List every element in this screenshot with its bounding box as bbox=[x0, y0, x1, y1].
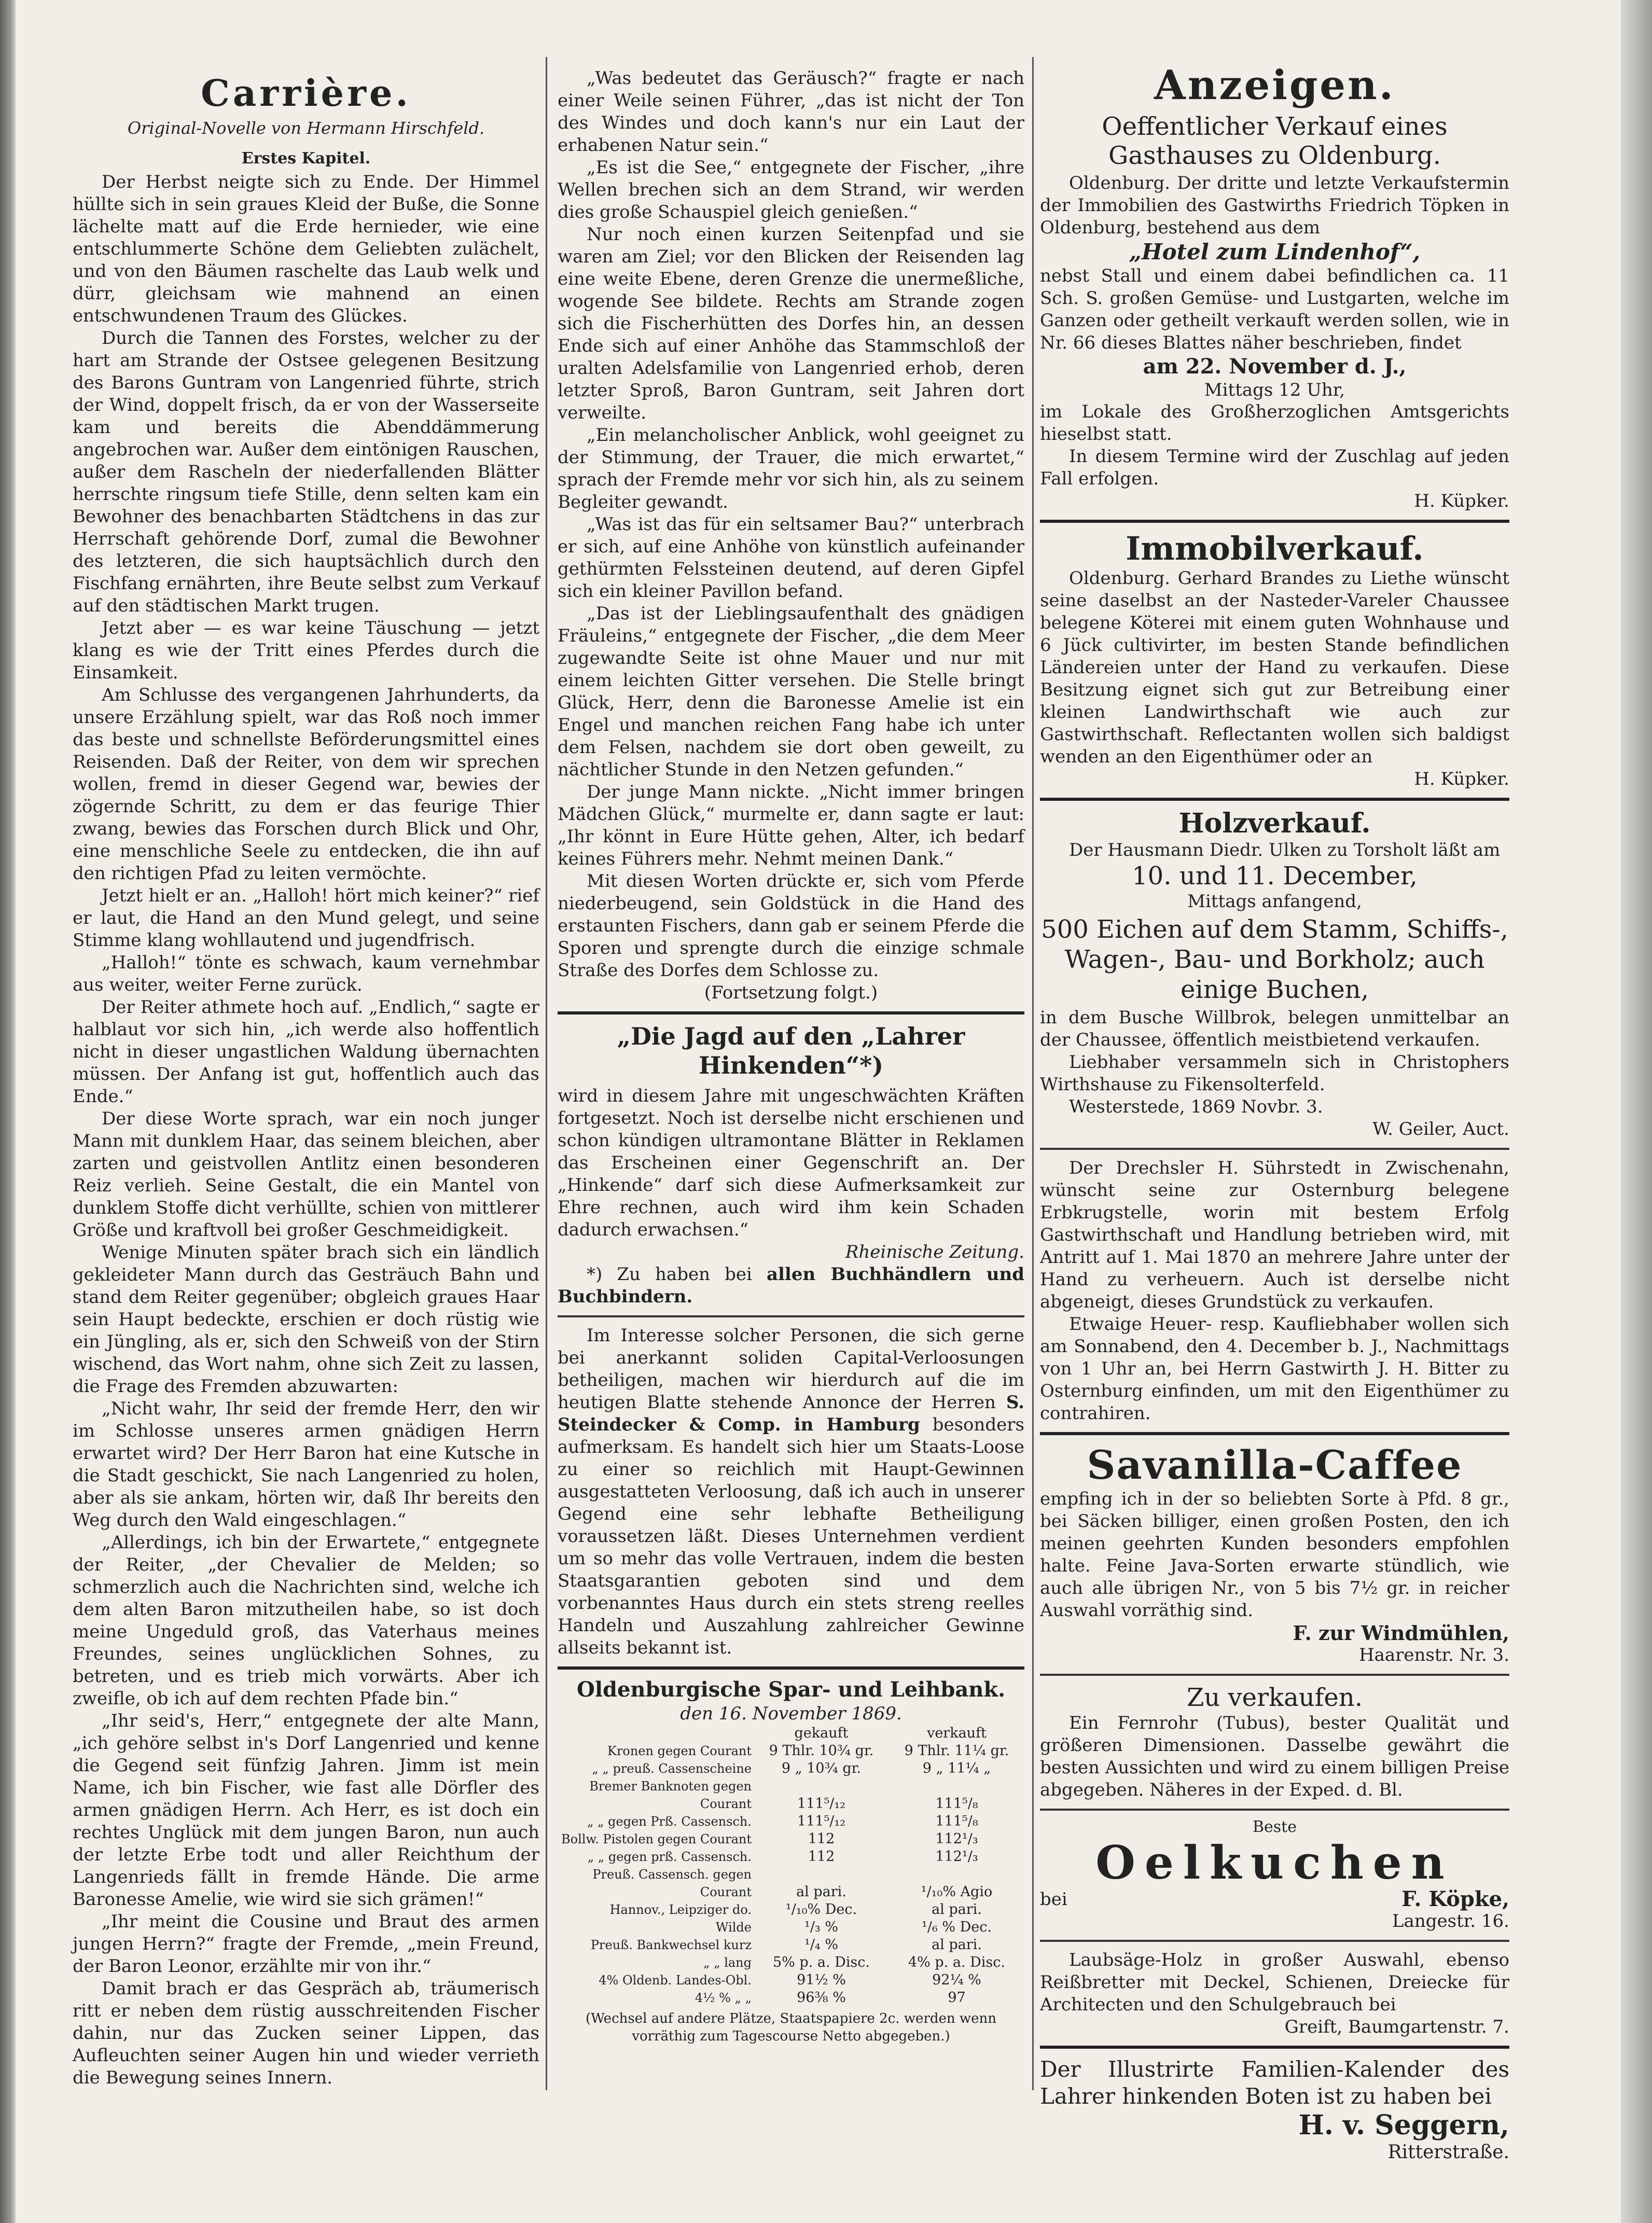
header-blank bbox=[558, 1725, 754, 1742]
row-label: Bremer Banknoten gegen Courant bbox=[589, 1779, 752, 1811]
divider bbox=[558, 1666, 1024, 1670]
footnote-prefix: *) Zu haben bei bbox=[587, 1264, 767, 1285]
kalender-text: Der Illustrirte Familien-Kalender des Lahrer hinkenden Boten ist zu haben bei bbox=[1040, 2057, 1509, 2109]
header-buy: gekauft bbox=[794, 1725, 849, 1741]
row-sell: ¹/₆ % Dec. bbox=[922, 1919, 992, 1935]
paragraph: „Ihr meint die Cousine und Braut des armen jungen Herrn?“ fragte der Fremde, „mein Freund, der Baron Leonor, erzählte mir von ihr.“ bbox=[73, 1911, 539, 1977]
row-label: „ „ gegen prß. Cassensch. bbox=[587, 1850, 752, 1864]
divider bbox=[1040, 1809, 1509, 1811]
continued-note: (Fortsetzung folgt.) bbox=[704, 982, 878, 1003]
caffee-text: empfing ich in der so beliebten Sorte à Pfd. 8 gr., bei Säcken billiger, einen großen Posten, den ich meinen geehrten Kunden besonders empfohlen halte. Feine Java-Sorten erwarte stündlich, wie auch alle übrigen Nr., von 5 bis 7½ gr. in reicher Auswahl vorräthig sind. bbox=[1040, 1489, 1509, 1621]
row-sell: 9 „ 11¼ „ bbox=[922, 1760, 991, 1776]
drechsler-text2: Etwaige Heuer- resp. Kaufliebhaber wollen sich am Sonnabend, den 4. December b. J., Nachmittags von 1 Uhr an, bei Herrn Gastwirth J. H. Bitter zu Osternburg einfinden, um mit den Eigenthümer zu contrahiren. bbox=[1040, 1314, 1509, 1424]
jagd-source: Rheinische Zeitung. bbox=[845, 1242, 1024, 1262]
row-buy: ¹/₃ % bbox=[804, 1919, 838, 1935]
holz-place: Westerstede, 1869 Novbr. 3. bbox=[1069, 1096, 1323, 1117]
gasthaus-signature: H. Küpker. bbox=[1414, 491, 1509, 511]
paragraph: Durch die Tannen des Forstes, welcher zu der hart am Strande der Ostsee gelegenen Besitzung des Barons Guntram von Langenried führte, strich der Wind, doppelt frisch, da er von der Wasserseite kam und bereits die Abenddämmerung angebrochen war. Außer dem eintönigen Rauschen, außer dem Rascheln der niederfallenden Blätter herrschte ringsum tiefe Stille, denn selten kam ein Bewohner des benachbarten Städtchens in das zur Herrschaft gehörende Dorf, zumal die Bewohner des letzteren, die sich hauptsächlich durch den Fischfang ernährten, ihre Beute selbst zum Verkauf auf den städtischen Markt trugen. bbox=[73, 328, 539, 616]
paragraph: Nur noch einen kurzen Seitenpfad und sie waren am Ziel; vor den Blicken der Reisenden lag eine weite Ebene, deren Grenze die unermeßliche, wogende See bildete. Rechts am Strande zogen sich die Fischerhütten des Dorfes hin, an dessen Ende sich auf einer Anhöhe das Stammschloß der uralten Adelsfamilie von Langenried erhob, deren letzter Sproß, Baron Guntram, seit Jahren dort verweilte. bbox=[558, 224, 1024, 423]
lottery-firm: S. Steindecker & Comp. in Hamburg bbox=[558, 1392, 1024, 1435]
table-row bbox=[558, 1866, 1024, 1901]
row-buy: 112 bbox=[808, 1831, 835, 1847]
gasthaus-date: am 22. November d. J., bbox=[1143, 354, 1407, 379]
oelkuchen-footer bbox=[1040, 1888, 1509, 1910]
caffee-address: Haarenstr. Nr. 3. bbox=[1358, 1645, 1509, 1665]
paragraph: „Das ist der Lieblingsaufenthalt des gnädigen Fräuleins,“ entgegnete der Fischer, „die dem Meer zugewandte Seite ist ohne Mauer und nur mit einem leichten Gitter versehen. Die Stelle bringt Glück, Herr, denn die Baronesse Amelie ist ein Engel und manchen reichen Fang habe ich unter dem Felsen, nachdem sie dort oben geweilt, zu nächtlicher Stunde in den Netzen gefunden.“ bbox=[558, 603, 1024, 780]
oelkuchen-bei: bei bbox=[1040, 1889, 1067, 1910]
row-buy: 111⁵/₁₂ bbox=[797, 1796, 846, 1812]
bank-date: den 16. November 1869. bbox=[680, 1703, 902, 1724]
lottery-text-pre: Im Interesse solcher Personen, die sich gerne bei anerkannt soliden Capital-Verloosungen betheiligen, machen wir hierdurch auf die im heutigen Blatte stehende Annonce der Herren bbox=[558, 1325, 1024, 1413]
gasthaus-text2: nebst Stall und einem dabei befindlichen ca. 11 Sch. S. großen Gemüse- und Lustgarten, welche im Ganzen oder getheilt verkauft werden sollen, wie in Nr. 66 dieses Blattes näher beschrieben, findet bbox=[1040, 266, 1509, 353]
row-sell: al pari. bbox=[932, 1937, 982, 1953]
row-label: Hannov., Leipziger do. bbox=[609, 1902, 752, 1917]
novel-text bbox=[73, 171, 539, 2089]
oelkuchen-title: Oelkuchen bbox=[1095, 1836, 1454, 1889]
column-1 bbox=[73, 0, 539, 2223]
row-sell: 111⁵/₈ bbox=[935, 1796, 978, 1812]
novel-byline: Original-Novelle von Hermann Hirschfeld. bbox=[127, 118, 485, 138]
paragraph: „Ein melancholischer Anblick, wohl geeignet zu der Stimmung, der Trauer, die mich erwartet,“ sprach der Fremde mehr vor sich hin, als zu seinem Begleiter gewandt. bbox=[558, 425, 1024, 512]
gasthaus-text1: Oldenburg. Der dritte und letzte Verkaufstermin der Immobilien des Gastwirths Friedrich Töpken in Oldenburg, bestehend aus dem bbox=[1040, 173, 1509, 238]
paragraph: Der Herbst neigte sich zu Ende. Der Himmel hüllte sich in sein graues Kleid der Buße, die Sonne lächelte matt auf die Erde hernieder, wie eine entschlummerte Schöne dem Geliebten zulächelt, und von den Bäumen raschelte das Laub welk und dürr, gleichsam wie mahnend an einen entschwundenen Traum des Glückes. bbox=[73, 172, 539, 326]
row-buy: al pari. bbox=[796, 1884, 846, 1900]
table-row bbox=[558, 1742, 1024, 1760]
row-sell: 92¼ % bbox=[932, 1972, 981, 1988]
caffee-signature: F. zur Windmühlen, bbox=[1293, 1621, 1509, 1645]
holz-title: Holzverkauf. bbox=[1178, 808, 1371, 839]
table-row bbox=[558, 1936, 1024, 1954]
table-row bbox=[558, 1901, 1024, 1919]
immobil-signature: H. Küpker. bbox=[1414, 769, 1509, 789]
gasthaus-hotel: „Hotel zum Lindenhof“, bbox=[1129, 239, 1421, 265]
fernrohr-text: Ein Fernrohr (Tubus), bester Qualität und größeren Dimensionen. Dasselbe gewährt die besten Aussichten und wird zu einem billigen Preise abgegeben. Näheres in der Exped. d. Bl. bbox=[1040, 1713, 1509, 1800]
divider bbox=[558, 1011, 1024, 1015]
holz-text2: in dem Busche Willbrok, belegen unmittelbar an der Chaussee, öffentlich meistbietend verkaufen. bbox=[1040, 1007, 1509, 1050]
oelkuchen-signature: F. Köpke, bbox=[1401, 1887, 1509, 1911]
paragraph: Am Schlusse des vergangenen Jahrhunderts, da unsere Erzählung spielt, war das Roß noch immer das beste und schnellste Beförderungsmittel eines Reisenden. Daß der Reiter, von dem wir sprechen wollen, fremd in dieser Gegend war, bewies der zögernde Schritt, zu dem er das feurige Thier zwang, bewies das Forschen durch Blick und Ohr, eine menschliche Seele zu entdecken, die ihn auf den richtigen Pfad zu leiten vermöchte. bbox=[73, 685, 539, 884]
fernrohr-title: Zu verkaufen. bbox=[1187, 1683, 1363, 1712]
divider bbox=[1040, 1674, 1509, 1676]
oelkuchen-address: Langestr. 16. bbox=[1392, 1911, 1509, 1932]
row-sell: 9 Thlr. 11¼ gr. bbox=[904, 1743, 1009, 1759]
table-row bbox=[558, 1777, 1024, 1813]
row-buy: ¹/₁₀% Dec. bbox=[785, 1901, 857, 1918]
column-3 bbox=[1040, 0, 1509, 2223]
divider bbox=[1040, 798, 1509, 801]
divider bbox=[1040, 1432, 1509, 1435]
row-label: „ „ preuß. Cassenscheine bbox=[592, 1761, 752, 1776]
holz-text1: Der Hausmann Diedr. Ulken zu Torsholt läßt am bbox=[1069, 840, 1501, 860]
row-sell: al pari. bbox=[932, 1901, 982, 1918]
divider bbox=[1040, 520, 1509, 523]
table-row bbox=[558, 1760, 1024, 1777]
laubsaege-signature: Greift, Baumgartenstr. 7. bbox=[1284, 2017, 1509, 2037]
holz-time: Mittags anfangend, bbox=[1187, 891, 1362, 912]
column-2 bbox=[558, 0, 1024, 2223]
novel-title: Carrière. bbox=[201, 72, 411, 115]
oelkuchen-pre: Beste bbox=[1252, 1818, 1297, 1836]
page-edge bbox=[1621, 0, 1652, 2223]
divider bbox=[558, 1315, 1024, 1317]
divider bbox=[1040, 2046, 1509, 2049]
row-sell: ¹/₁₀% Agio bbox=[921, 1884, 993, 1900]
bank-note: (Wechsel auf andere Plätze, Staatspapiere 2c. werden wenn vorräthig zum Tagescourse Netto abgegeben.) bbox=[585, 2011, 997, 2044]
row-label: Preuß. Cassensch. gegen Courant bbox=[592, 1867, 752, 1899]
chapter-heading: Erstes Kapitel. bbox=[241, 149, 371, 168]
jagd-text: wird in diesem Jahre mit ungeschwächten Kräften fortgesetzt. Noch ist derselbe nicht erschienen und schon kündigen ultramontane Blätter in Reklamen das Erscheinen einer Gegenschrift an. Der „Hinkende“ darf sich diese Aufmerksamkeit zur Ehre rechnen, auch wird ihm kein Schaden dadurch erwachsen.“ bbox=[558, 1086, 1024, 1240]
table-row bbox=[558, 1848, 1024, 1866]
table-row bbox=[558, 1989, 1024, 2007]
lottery-text-post: besonders aufmerksam. Es handelt sich hier um Staats-Loose zu einer so reichlich mit Haupt-Gewinnen ausgestatteten Verloosung, daß ich auch in unserer Gegend eine sehr lebhafte Betheiligung voraussetzen läßt. Dieses Unternehmen verdient um so mehr das volle Vertrauen, indem die besten Staatsgarantien geboten sind und dem vorbenanntes Haus durch ein stets streng reelles Handeln und Auszahlung zahlreicher Gewinne allseits bekannt ist. bbox=[558, 1414, 1024, 1658]
paragraph: „Was ist das für ein seltsamer Bau?“ unterbrach er sich, auf eine Anhöhe von künstlich aufeinander gethürmten Felssteinen deutend, auf deren Gipfel sich ein kleiner Pavillon befand. bbox=[558, 514, 1024, 602]
row-label: „ „ gegen Prß. Cassensch. bbox=[587, 1814, 752, 1829]
holz-date: 10. und 11. December, bbox=[1132, 862, 1418, 891]
gasthaus-title: Oeffentlicher Verkauf eines Gasthauses zu Oldenburg. bbox=[1102, 112, 1448, 170]
row-buy: 112 bbox=[808, 1849, 835, 1865]
table-row bbox=[558, 1813, 1024, 1830]
bank-title: Oldenburgische Spar- und Leihbank. bbox=[576, 1677, 1006, 1702]
row-label: Kronen gegen Courant bbox=[607, 1744, 752, 1758]
column-rule-left bbox=[546, 57, 547, 2090]
paragraph: Jetzt hielt er an. „Halloh! hört mich keiner?“ rief er laut, die Hand an den Mund gelegt, und seine Stimme klang wohllautend und jugendfrisch. bbox=[73, 885, 539, 951]
caffee-title: Savanilla-Caffee bbox=[1087, 1442, 1463, 1488]
paragraph: „Ihr seid's, Herr,“ entgegnete der alte Mann, „ich gehöre selbst in's Dorf Langenried und kenne die Gegend seit fünfzig Jahren. Jimm ist mein Name, ich bin Fischer, wie fast alle Dörfler des armen gnädigen Herrn. Ach Herr, es ist doch ein rechtes Unglück mit dem jungen Baron, nun auch der letzte Erbe todt und aller Reichthum der Langenrieds fällt in fremde Hände. Die arme Baronesse Amelie, wie wird sie sich grämen!“ bbox=[73, 1711, 539, 1910]
header-sell: verkauft bbox=[927, 1725, 987, 1741]
drechsler-text1: Der Drechsler H. Sührstedt in Zwischenahn, wünscht seine zur Osternburg belegene Erbkrugstelle, worin mit bestem Erfolg Gastwirthschaft und Handlung betrieben wird, mit Antritt auf 1. Mai 1870 an mehrere Jahre unter der Hand zu verheuern. Auch ist derselbe nicht abgeneigt, dieses Grundstück zu verkaufen. bbox=[1040, 1158, 1509, 1312]
row-sell: 97 bbox=[948, 1990, 966, 2006]
table-row bbox=[558, 1919, 1024, 1936]
holz-signature: W. Geiler, Auct. bbox=[1372, 1119, 1509, 1140]
holz-text3: Liebhaber versammeln sich in Christophers Wirthshause zu Fikensolterfeld. bbox=[1040, 1052, 1509, 1095]
book-spine bbox=[0, 0, 16, 2223]
row-label: 4½ % „ „ bbox=[695, 1991, 752, 2005]
row-label: 4% Oldenb. Landes-Obl. bbox=[599, 1973, 752, 1988]
paragraph: Der junge Mann nickte. „Nicht immer bringen Mädchen Glück,“ murmelte er, dann sagte er laut: „Ihr könnt in Eure Hütte gehen, Alter, ich bedarf keines Führers mehr. Nehmt meinen Dank.“ bbox=[558, 782, 1024, 869]
kalender-address: Ritterstraße. bbox=[1387, 2142, 1509, 2163]
paragraph: „Es ist die See,“ entgegnete der Fischer, „ihre Wellen brechen sich an dem Strand, wir werden dies große Schauspiel gleich genießen.“ bbox=[558, 157, 1024, 223]
immobil-text: Oldenburg. Gerhard Brandes zu Liethe wünscht seine daselbst an der Nasteder-Vareler Chaussee belegene Köterei mit einem guten Wohnhause und 6 Jück cultivirter, im besten Stande befindlichen Ländereien unter der Hand zu verkaufen. Diese Besitzung eignet sich gut zur Betreibung einer kleinen Landwirthschaft wie auch zur Gastwirthschaft. Reflectanten wollen sich baldigst wenden an den Eigenthümer oder an bbox=[1040, 568, 1509, 767]
jagd-footnote bbox=[558, 1263, 1024, 1308]
lottery-notice bbox=[558, 1325, 1024, 1659]
paragraph: Der Reiter athmete hoch auf. „Endlich,“ sagte er halblaut vor sich hin, „ich werde also hoffentlich nicht in dieser ungastlichen Waldung übernachten müssen. Der Anfang ist gut, hoffentlich auch das Ende.“ bbox=[73, 997, 539, 1107]
column-rule-right bbox=[1032, 57, 1034, 2090]
table-header-row bbox=[558, 1725, 1024, 1742]
exchange-rate-table bbox=[558, 1725, 1024, 2007]
paragraph: „Halloh!“ tönte es schwach, kaum vernehmbar aus weiter, weiter Ferne zurück. bbox=[73, 952, 539, 995]
row-buy: 5% p. a. Disc. bbox=[773, 1954, 870, 1970]
table-row bbox=[558, 1830, 1024, 1848]
row-label: Preuß. Bankwechsel kurz bbox=[590, 1938, 752, 1952]
paragraph: Mit diesen Worten drückte er, sich vom Pferde niederbeugend, sein Goldstück in die Hand des erstaunten Fischers, dann gab er seinem Pferde die Sporen und sprengte durch die einzige schmale Straße des Dorfes dem Schlosse zu. bbox=[558, 871, 1024, 981]
paragraph: Der diese Worte sprach, war ein noch junger Mann mit dunklem Haar, das seinem bleichen, aber zarten und geistvollen Antlitz einen besonderen Reiz verlieh. Seine Gestalt, die ein Mantel von dunklem Stoffe dicht verhüllte, schien von mittlerer Größe und kraftvoll bei großer Geschmeidigkeit. bbox=[73, 1108, 539, 1241]
laubsaege-text: Laubsäge-Holz in großer Auswahl, ebenso Reißbretter mit Deckel, Schienen, Dreiecke für Architecten und den Schulgebrauch bei bbox=[1040, 1950, 1509, 2015]
jagd-title: „Die Jagd auf den „Lahrer Hinkenden“*) bbox=[617, 1022, 965, 1079]
row-sell: 112¹/₃ bbox=[935, 1849, 978, 1865]
gasthaus-time: Mittags 12 Uhr, bbox=[1204, 380, 1345, 400]
novel-continuation bbox=[558, 67, 1024, 1004]
row-label: Bollw. Pistolen gegen Courant bbox=[561, 1832, 752, 1846]
gasthaus-text4: In diesem Termine wird der Zuschlag auf jeden Fall erfolgen. bbox=[1040, 446, 1509, 489]
row-label: Wilde bbox=[715, 1920, 752, 1935]
row-sell: 4% p. a. Disc. bbox=[908, 1954, 1005, 1970]
row-buy: 9 Thlr. 10¾ gr. bbox=[769, 1743, 874, 1759]
immobil-title: Immobilverkauf. bbox=[1126, 530, 1424, 567]
row-label: „ „ lang bbox=[703, 1955, 752, 1970]
row-sell: 111⁵/₈ bbox=[935, 1813, 978, 1829]
gasthaus-text3: im Lokale des Großherzoglichen Amtsgerichts hieselbst statt. bbox=[1040, 401, 1509, 444]
table-row bbox=[558, 1954, 1024, 1971]
row-buy: ¹/₄ % bbox=[804, 1937, 838, 1953]
footnote-bold: allen Buchhändlern und Buchbindern. bbox=[558, 1264, 1024, 1307]
divider bbox=[1040, 1148, 1509, 1150]
row-sell: 112¹/₃ bbox=[935, 1831, 978, 1847]
paragraph: Damit brach er das Gespräch ab, träumerisch ritt er neben dem rüstig ausschreitenden Fischer dahin, nur das Zucken seiner Lippen, das Aufleuchten seiner Augen hin und wieder verrieth die Bewegung seines Innern. bbox=[73, 1978, 539, 2088]
paragraph: „Was bedeutet das Geräusch?“ fragte er nach einer Weile seinen Führer, „das ist nicht der Ton des Windes und doch kann's nur ein Laut der erhabenen Natur sein.“ bbox=[558, 68, 1024, 156]
row-buy: 9 „ 10¾ gr. bbox=[781, 1760, 862, 1776]
row-buy: 96⅜ % bbox=[797, 1990, 846, 2006]
paragraph: Jetzt aber — es war keine Täuschung — jetzt klang es wie der Tritt eines Pferdes durch die Einsamkeit. bbox=[73, 618, 539, 683]
paragraph: Wenige Minuten später brach sich ein ländlich gekleideter Mann durch das Gesträuch Bahn und stand dem Reiter gegenüber; obgleich graues Haar sein Haupt bedeckte, erschien er doch rüstig wie ein Jüngling, als er, sich den Schweiß von der Stirn wischend, das Wort nahm, ohne sich Zeit zu lassen, die Frage des Fremden abzuwarten: bbox=[73, 1242, 539, 1397]
paragraph: „Nicht wahr, Ihr seid der fremde Herr, den wir im Schlosse unseres armen gnädigen Herrn erwartet wird? Der Herr Baron hat eine Kutsche in die Stadt geschickt, Sie nach Langenried zu holen, aber als sie ankam, hörten wir, daß Ihr bereits den Weg durch den Wald eingeschlagen.“ bbox=[73, 1398, 539, 1531]
ads-header: Anzeigen. bbox=[1154, 62, 1395, 109]
holz-goods: 500 Eichen auf dem Stamm, Schiffs-, Wagen-, Bau- und Borkholz; auch einige Buchen, bbox=[1041, 915, 1508, 1004]
paragraph: „Allerdings, ich bin der Erwartete,“ entgegnete der Reiter, „der Chevalier de Melden; so schmerzlich auch die Nachrichten sind, welche ich dem alten Baron mitzutheilen habe, so ist doch meine Ungeduld groß, das Vaterhaus meines Freundes, seines unglücklichen Sohnes, zu betreten, und es trieb mich vorwärts. Aber ich zweifle, ob ich auf dem rechten Pfade bin.“ bbox=[73, 1532, 539, 1709]
divider bbox=[1040, 1940, 1509, 1942]
row-buy: 91½ % bbox=[797, 1972, 846, 1988]
table-row bbox=[558, 1971, 1024, 1989]
kalender-signature: H. v. Seggern, bbox=[1298, 2109, 1509, 2141]
row-buy: 111⁵/₁₂ bbox=[797, 1813, 846, 1829]
